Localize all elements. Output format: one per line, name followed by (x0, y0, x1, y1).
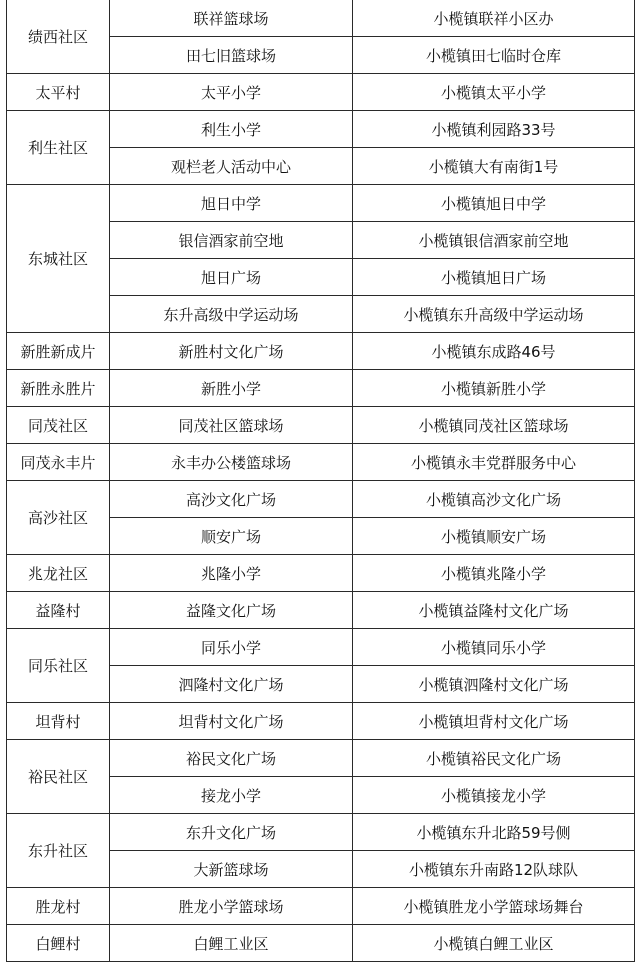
address-cell: 小榄镇高沙文化广场 (353, 481, 635, 518)
address-cell: 小榄镇田七临时仓库 (353, 37, 635, 74)
area-cell: 同乐社区 (7, 629, 110, 703)
site-cell: 大新篮球场 (110, 851, 353, 888)
area-cell: 胜龙村 (7, 888, 110, 925)
address-cell: 小榄镇顺安广场 (353, 518, 635, 555)
site-cell: 银信酒家前空地 (110, 222, 353, 259)
address-cell: 小榄镇泗隆村文化广场 (353, 666, 635, 703)
site-cell: 观栏老人活动中心 (110, 148, 353, 185)
table-row (7, 444, 635, 481)
area-cell: 同茂社区 (7, 407, 110, 444)
area-cell: 益隆村 (7, 592, 110, 629)
area-cell: 太平村 (7, 74, 110, 111)
site-cell: 太平小学 (110, 74, 353, 111)
area-cell: 绩西社区 (7, 0, 110, 74)
address-cell: 小榄镇利园路33号 (353, 111, 635, 148)
site-cell: 东升文化广场 (110, 814, 353, 851)
table-row (7, 888, 635, 925)
site-cell: 利生小学 (110, 111, 353, 148)
address-cell: 小榄镇旭日中学 (353, 185, 635, 222)
site-cell: 坦背村文化广场 (110, 703, 353, 740)
address-cell: 小榄镇联祥小区办 (353, 0, 635, 37)
address-cell: 小榄镇东升高级中学运动场 (353, 296, 635, 333)
site-cell: 顺安广场 (110, 518, 353, 555)
address-cell: 小榄镇坦背村文化广场 (353, 703, 635, 740)
area-cell: 新胜永胜片 (7, 370, 110, 407)
table-row (7, 555, 635, 592)
table-row (7, 629, 635, 666)
area-cell: 利生社区 (7, 111, 110, 185)
address-cell: 小榄镇东升北路59号侧 (353, 814, 635, 851)
site-cell: 旭日中学 (110, 185, 353, 222)
site-cell: 兆隆小学 (110, 555, 353, 592)
address-cell: 小榄镇接龙小学 (353, 777, 635, 814)
site-cell: 胜龙小学篮球场 (110, 888, 353, 925)
area-cell: 兆龙社区 (7, 555, 110, 592)
table-row (7, 0, 635, 37)
site-cell: 益隆文化广场 (110, 592, 353, 629)
table-row (7, 185, 635, 222)
area-cell: 东城社区 (7, 185, 110, 333)
site-cell: 同茂社区篮球场 (110, 407, 353, 444)
table-row (7, 592, 635, 629)
address-cell: 小榄镇永丰党群服务中心 (353, 444, 635, 481)
area-cell: 同茂永丰片 (7, 444, 110, 481)
area-cell: 新胜新成片 (7, 333, 110, 370)
site-cell: 高沙文化广场 (110, 481, 353, 518)
table-row (7, 814, 635, 851)
table-row (7, 407, 635, 444)
table-row (7, 111, 635, 148)
site-cell: 田七旧篮球场 (110, 37, 353, 74)
address-cell: 小榄镇旭日广场 (353, 259, 635, 296)
site-cell: 联祥篮球场 (110, 0, 353, 37)
site-cell: 同乐小学 (110, 629, 353, 666)
address-cell: 小榄镇白鲤工业区 (353, 925, 635, 962)
testing-sites-table (6, 0, 635, 962)
address-cell: 小榄镇银信酒家前空地 (353, 222, 635, 259)
address-cell: 小榄镇胜龙小学篮球场舞台 (353, 888, 635, 925)
address-cell: 小榄镇太平小学 (353, 74, 635, 111)
address-cell: 小榄镇东升南路12队球队 (353, 851, 635, 888)
area-cell: 裕民社区 (7, 740, 110, 814)
address-cell: 小榄镇同乐小学 (353, 629, 635, 666)
site-cell: 旭日广场 (110, 259, 353, 296)
site-cell: 裕民文化广场 (110, 740, 353, 777)
address-cell: 小榄镇兆隆小学 (353, 555, 635, 592)
site-cell: 新胜村文化广场 (110, 333, 353, 370)
table-row (7, 370, 635, 407)
site-cell: 泗隆村文化广场 (110, 666, 353, 703)
address-cell: 小榄镇东成路46号 (353, 333, 635, 370)
site-cell: 白鲤工业区 (110, 925, 353, 962)
area-cell: 高沙社区 (7, 481, 110, 555)
area-cell: 白鲤村 (7, 925, 110, 962)
area-cell: 坦背村 (7, 703, 110, 740)
site-cell: 东升高级中学运动场 (110, 296, 353, 333)
address-cell: 小榄镇同茂社区篮球场 (353, 407, 635, 444)
address-cell: 小榄镇裕民文化广场 (353, 740, 635, 777)
address-cell: 小榄镇益隆村文化广场 (353, 592, 635, 629)
site-cell: 接龙小学 (110, 777, 353, 814)
site-cell: 永丰办公楼篮球场 (110, 444, 353, 481)
table-row (7, 925, 635, 962)
table-row (7, 333, 635, 370)
area-cell: 东升社区 (7, 814, 110, 888)
table-body (7, 0, 635, 962)
address-cell: 小榄镇大有南街1号 (353, 148, 635, 185)
table-row (7, 481, 635, 518)
table-row (7, 703, 635, 740)
address-cell: 小榄镇新胜小学 (353, 370, 635, 407)
table-row (7, 740, 635, 777)
table-row (7, 74, 635, 111)
site-cell: 新胜小学 (110, 370, 353, 407)
